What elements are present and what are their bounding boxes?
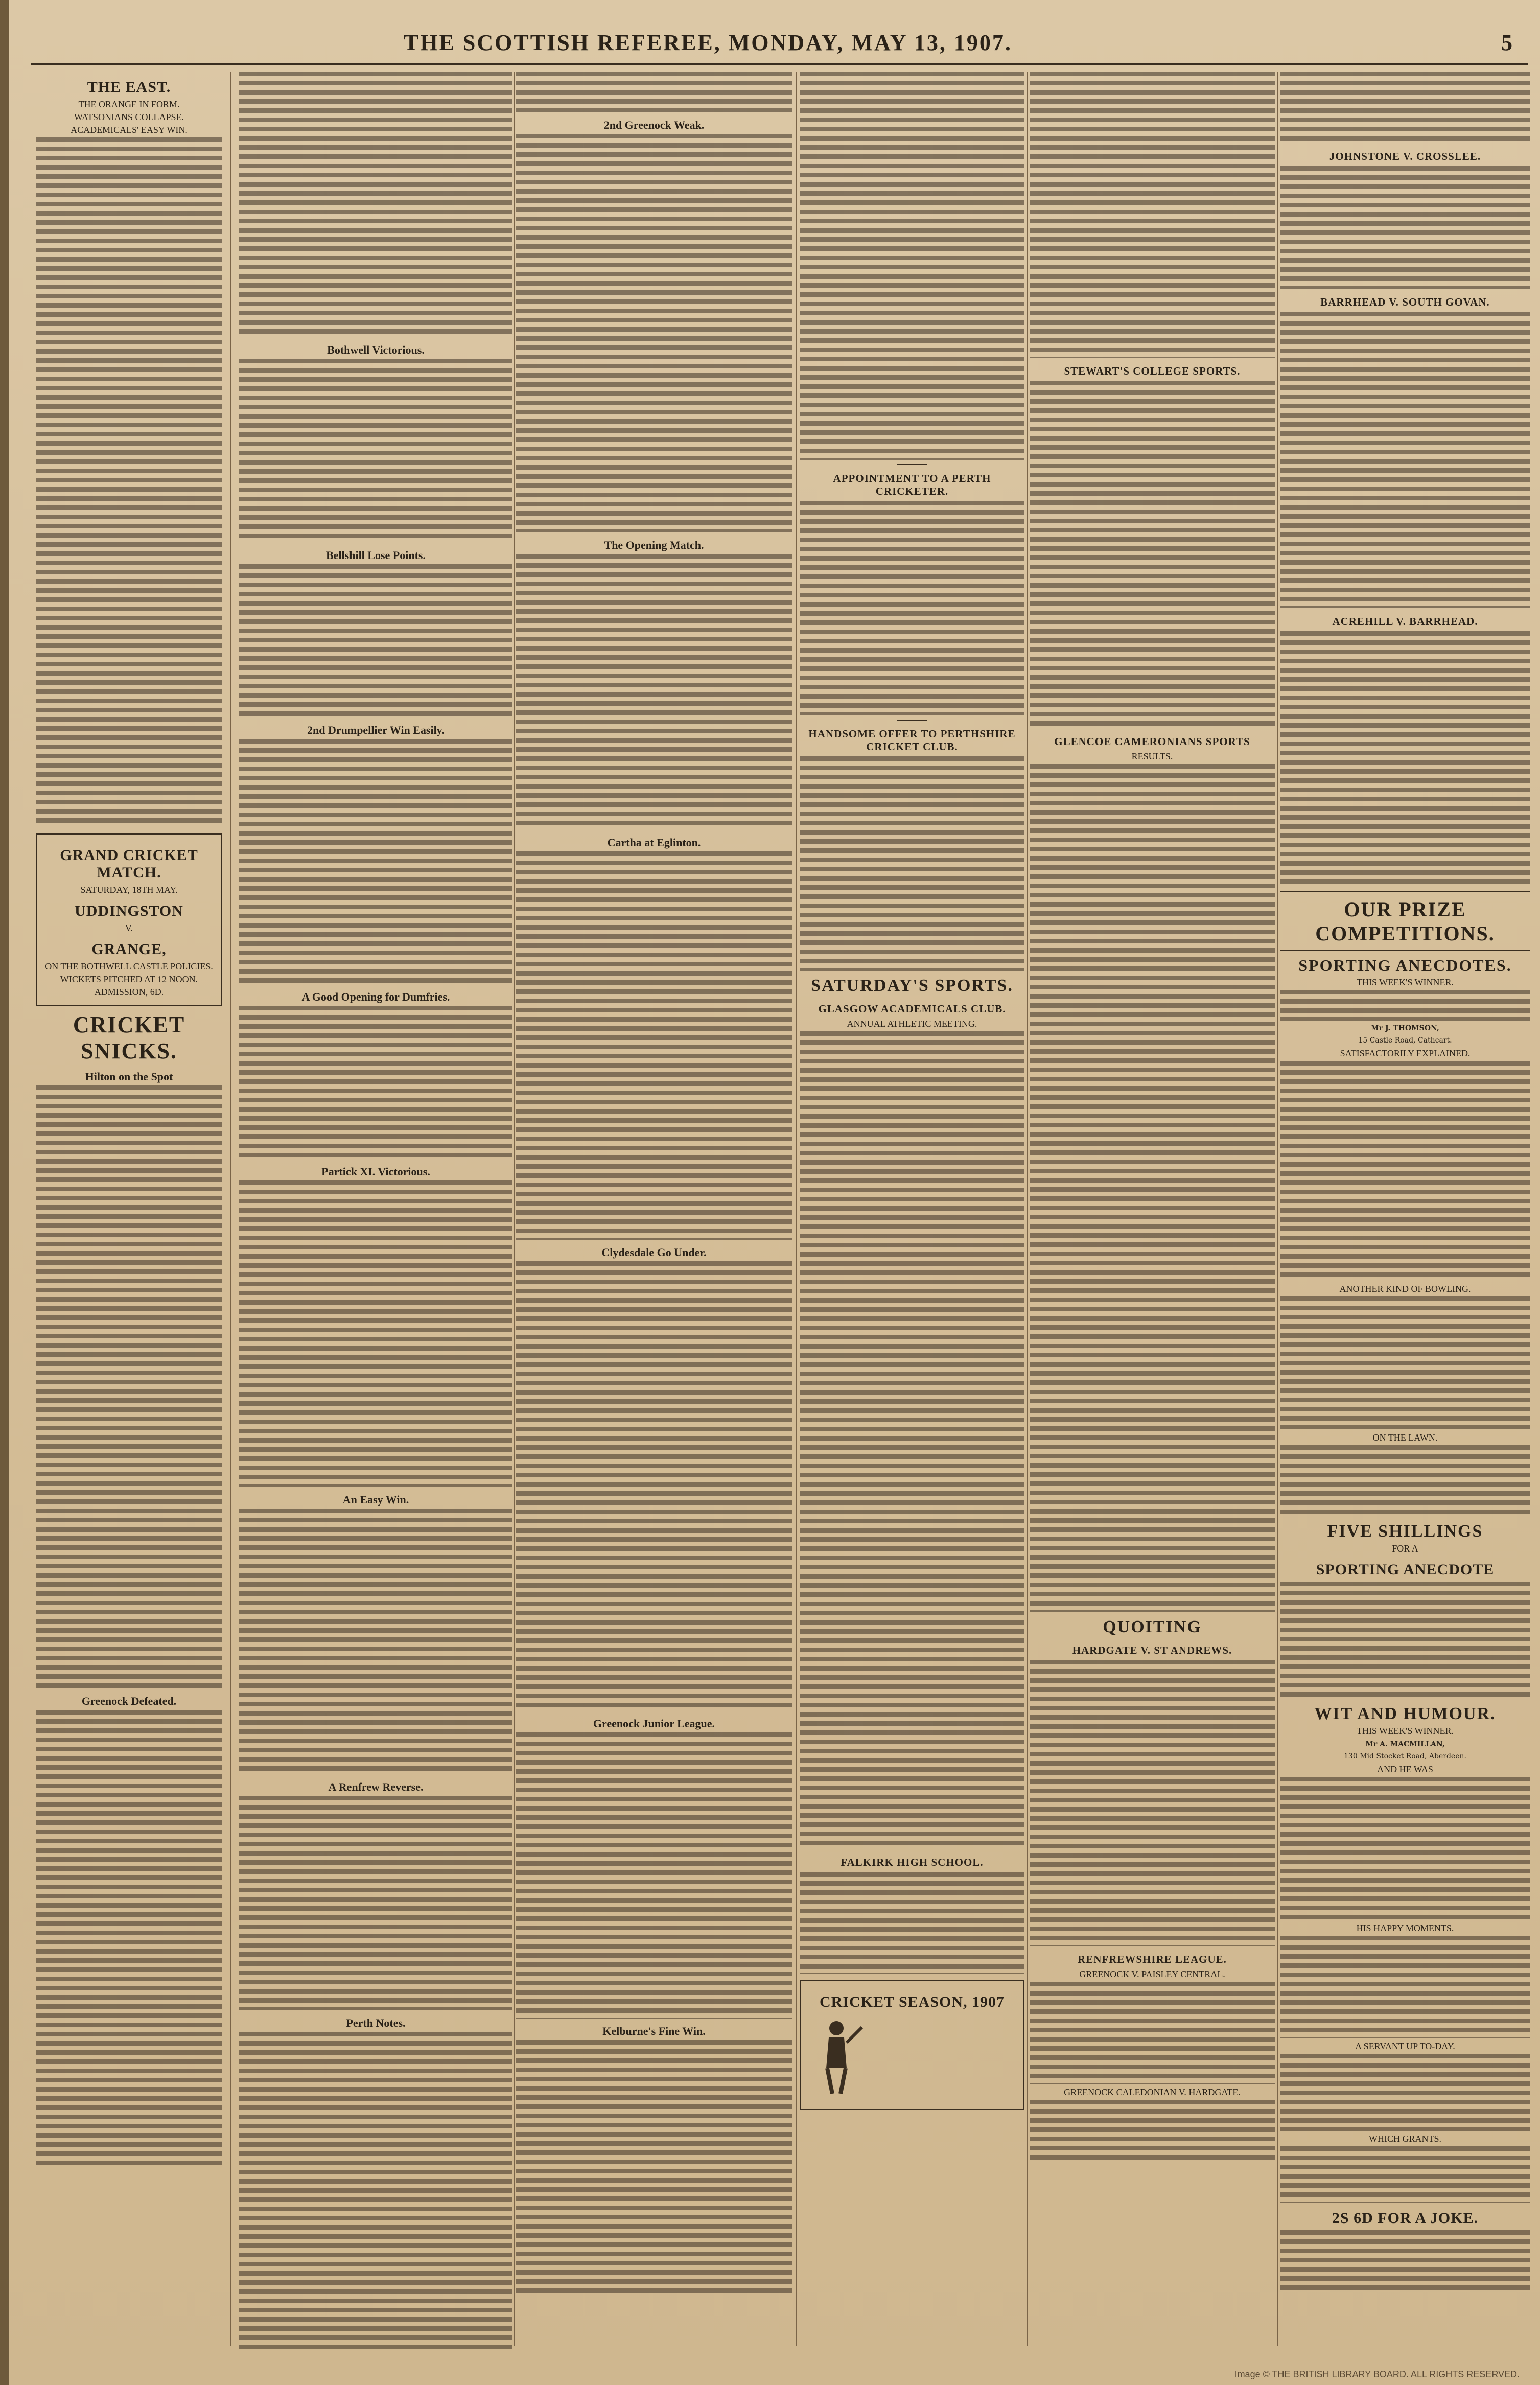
- headline-prize-competitions: OUR PRIZE COMPETITIONS.: [1315, 898, 1495, 945]
- results-list: [1030, 764, 1275, 1612]
- subhead-weeks-winner: THIS WEEK'S WINNER.: [1356, 977, 1454, 987]
- advert-date: SATURDAY, 18TH MAY.: [80, 885, 178, 895]
- column-4: [800, 72, 1024, 2351]
- subhead-opening-match: The Opening Match.: [604, 539, 704, 551]
- copyright-footer: Image © THE BRITISH LIBRARY BOARD. ALL RIGHTS RESERVED.: [1234, 2369, 1520, 2379]
- headline-joke: 2S 6D FOR A JOKE.: [1332, 2210, 1479, 2227]
- article-body: [1280, 312, 1530, 608]
- subhead-renfrew: A Renfrew Reverse.: [328, 1780, 424, 1793]
- advert-cricket-season: CRICKET SEASON, 1907: [819, 1994, 1005, 2010]
- headline-glencoe: GLENCOE CAMERONIANS SPORTS: [1054, 735, 1250, 748]
- headline-renfrewshire-league: RENFREWSHIRE LEAGUE.: [1078, 1953, 1227, 1965]
- subhead-which-grants: WHICH GRANTS.: [1369, 2134, 1441, 2144]
- article-body: [1280, 1582, 1530, 1699]
- headline-quoiting: QUOITING: [1103, 1617, 1202, 1636]
- article-body: [1280, 1061, 1530, 1281]
- advert-place: UDDINGSTON: [75, 902, 183, 919]
- headline-barrhead-govan: BARRHEAD V. SOUTH GOVAN.: [1320, 296, 1490, 308]
- subhead-perth: Perth Notes.: [346, 2017, 406, 2029]
- subhead-caledonian-hardgate: GREENOCK CALEDONIAN V. HARDGATE.: [1064, 2087, 1241, 2097]
- article-body: [1030, 1660, 1275, 1946]
- article-body: [800, 756, 1024, 971]
- article-body: [36, 1710, 222, 2170]
- subhead-easy-win: An Easy Win.: [342, 1493, 409, 1506]
- wit-winner-name: Mr A. MACMILLAN,: [1365, 1740, 1445, 1748]
- masthead: [46, 30, 1512, 60]
- article-body: [1030, 2100, 1275, 2161]
- article-body: [1280, 1296, 1530, 1429]
- subhead-lawn: ON THE LAWN.: [1372, 1432, 1438, 1443]
- headline-saturdays-sports: SATURDAY'S SPORTS.: [811, 976, 1013, 995]
- article-body: [36, 137, 222, 827]
- cricket-match-advert: [36, 833, 222, 1006]
- article-body: [1280, 990, 1530, 1021]
- wit-winner-address: 130 Mid Stocket Road, Aberdeen.: [1344, 1752, 1466, 1761]
- column-3: [516, 72, 792, 2351]
- subhead-academicals: ACADEMICALS' EASY WIN.: [71, 125, 188, 135]
- subhead-junior-league: Greenock Junior League.: [593, 1717, 715, 1730]
- subhead-bellshill: Bellshill Lose Points.: [326, 549, 426, 562]
- article-body: [1030, 1982, 1275, 2084]
- column-6: [1280, 72, 1530, 2351]
- article-body: [1280, 631, 1530, 887]
- subhead-bothwell: Bothwell Victorious.: [327, 343, 425, 356]
- cricket-season-advert: [800, 1980, 1024, 2110]
- subhead-greenock-defeated: Greenock Defeated.: [81, 1695, 177, 1707]
- column-separator: [1277, 72, 1278, 2346]
- headline-wit-humour: WIT AND HUMOUR.: [1314, 1704, 1496, 1723]
- article-body: [239, 359, 512, 543]
- advert-title: GRAND CRICKET MATCH.: [60, 847, 198, 881]
- results-list: [1030, 72, 1275, 358]
- article-body: [516, 72, 792, 112]
- article-body: [516, 134, 792, 532]
- headline-johnstone: JOHNSTONE V. CROSSLEE.: [1329, 150, 1481, 163]
- article-body: [516, 554, 792, 830]
- divider: [1280, 950, 1530, 951]
- subhead-kelburne: Kelburne's Fine Win.: [602, 2025, 706, 2037]
- winner-address: 15 Castle Road, Cathcart.: [1358, 1036, 1452, 1045]
- subhead-watsonians: WATSONIANS COLLAPSE.: [74, 112, 184, 122]
- headline-stewarts-college: STEWART'S COLLEGE SPORTS.: [1064, 365, 1241, 377]
- cricketer-illustration-icon: [806, 2017, 867, 2099]
- column-2: [239, 72, 512, 2351]
- article-body: [1280, 1445, 1530, 1517]
- subhead-for-a: FOR A: [1392, 1543, 1418, 1554]
- article-body: [516, 1732, 792, 2019]
- divider: [897, 464, 927, 465]
- article-body: [516, 2040, 792, 2296]
- subhead-clydesdale: Clydesdale Go Under.: [601, 1246, 707, 1259]
- article-body: [1280, 1936, 1530, 2038]
- results-list: [800, 1031, 1024, 1849]
- column-5: [1030, 72, 1275, 2351]
- article-body: [516, 851, 792, 1240]
- masthead-title: THE SCOTTISH REFEREE, MONDAY, MAY 13, 1907.: [404, 30, 1012, 55]
- headline-cricket-snicks: CRICKET SNICKS.: [73, 1012, 185, 1063]
- headline-acrehill: ACREHILL V. BARRHEAD.: [1332, 615, 1478, 628]
- subhead-bowling: ANOTHER KIND OF BOWLING.: [1339, 1284, 1471, 1294]
- article-body: [516, 1261, 792, 1711]
- article-body: [1280, 166, 1530, 289]
- article-body: [239, 564, 512, 717]
- subhead-orange: THE ORANGE IN FORM.: [78, 99, 180, 109]
- subhead-dumfries: A Good Opening for Dumfries.: [301, 990, 450, 1003]
- headline-sporting-anecdote: SPORTING ANECDOTE: [1316, 1561, 1495, 1578]
- subhead-greenock-weak: 2nd Greenock Weak.: [603, 119, 705, 131]
- article-body: [36, 1085, 222, 1688]
- subhead-satisfactorily: SATISFACTORILY EXPLAINED.: [1340, 1048, 1471, 1058]
- subhead-greenock-paisley: GREENOCK V. PAISLEY CENTRAL.: [1079, 1969, 1225, 1979]
- subhead-drumpellier: 2nd Drumpellier Win Easily.: [307, 724, 445, 736]
- page-number: 5: [1501, 30, 1512, 55]
- subhead-hilton: Hilton on the Spot: [85, 1070, 173, 1083]
- article-body: [1280, 2230, 1530, 2291]
- column-separator: [230, 72, 231, 2346]
- winner-name: Mr J. THOMSON,: [1371, 1024, 1439, 1032]
- headline-the-east: THE EAST.: [87, 79, 171, 96]
- masthead-rule: [31, 63, 1528, 65]
- article-body: [239, 739, 512, 984]
- advert-admission: ADMISSION, 6D.: [94, 987, 164, 997]
- advert-versus: V.: [125, 923, 133, 933]
- article-body: [239, 1509, 512, 1774]
- headline-sporting-anecdotes: SPORTING ANECDOTES.: [1298, 956, 1512, 975]
- subhead-athletic-meeting: ANNUAL ATHLETIC MEETING.: [847, 1018, 977, 1029]
- headline-falkirk: FALKIRK HIGH SCHOOL.: [841, 1856, 984, 1868]
- headline-hardgate: HARDGATE V. ST ANDREWS.: [1072, 1644, 1232, 1656]
- subhead-servant: A SERVANT UP TO-DAY.: [1355, 2041, 1455, 2051]
- article-body: [1280, 1777, 1530, 1920]
- results-list: [800, 72, 1024, 460]
- subhead-wit-winner: THIS WEEK'S WINNER.: [1356, 1726, 1454, 1736]
- results-list: [800, 1872, 1024, 1974]
- subhead-happy-moments: HIS HAPPY MOMENTS.: [1356, 1923, 1454, 1933]
- article-body: [1280, 2054, 1530, 2131]
- subhead-cartha: Cartha at Eglinton.: [607, 836, 701, 849]
- article-body: [1280, 72, 1530, 143]
- headline-perth-appointment: APPOINTMENT TO A PERTH CRICKETER.: [833, 472, 991, 497]
- article-body: [239, 2032, 512, 2351]
- divider: [897, 720, 927, 721]
- subhead-and-he-was: AND HE WAS: [1377, 1764, 1433, 1774]
- column-separator: [796, 72, 797, 2346]
- divider: [1280, 891, 1530, 892]
- headline-glasgow-academicals: GLASGOW ACADEMICALS CLUB.: [818, 1003, 1006, 1015]
- article-body: [800, 501, 1024, 715]
- advert-venue: ON THE BOTHWELL CASTLE POLICIES.: [45, 961, 213, 971]
- advert-team: GRANGE,: [91, 941, 167, 958]
- advert-wickets: WICKETS PITCHED AT 12 NOON.: [60, 974, 198, 984]
- subhead-results: RESULTS.: [1131, 751, 1173, 761]
- article-body: [239, 1796, 512, 2010]
- headline-handsome-offer: HANDSOME OFFER TO PERTHSHIRE CRICKET CLUB.: [808, 728, 1016, 753]
- column-1: [36, 72, 222, 2351]
- article-body: [1280, 2146, 1530, 2203]
- headline-five-shillings: FIVE SHILLINGS: [1327, 1522, 1483, 1541]
- column-separator: [1027, 72, 1028, 2346]
- subhead-partick: Partick XI. Victorious.: [321, 1165, 430, 1178]
- page-edge-shadow: [0, 0, 9, 2385]
- results-list: [1030, 381, 1275, 728]
- article-body: [239, 1006, 512, 1159]
- article-body: [239, 72, 512, 337]
- article-body: [239, 1180, 512, 1487]
- column-separator: [514, 72, 515, 2346]
